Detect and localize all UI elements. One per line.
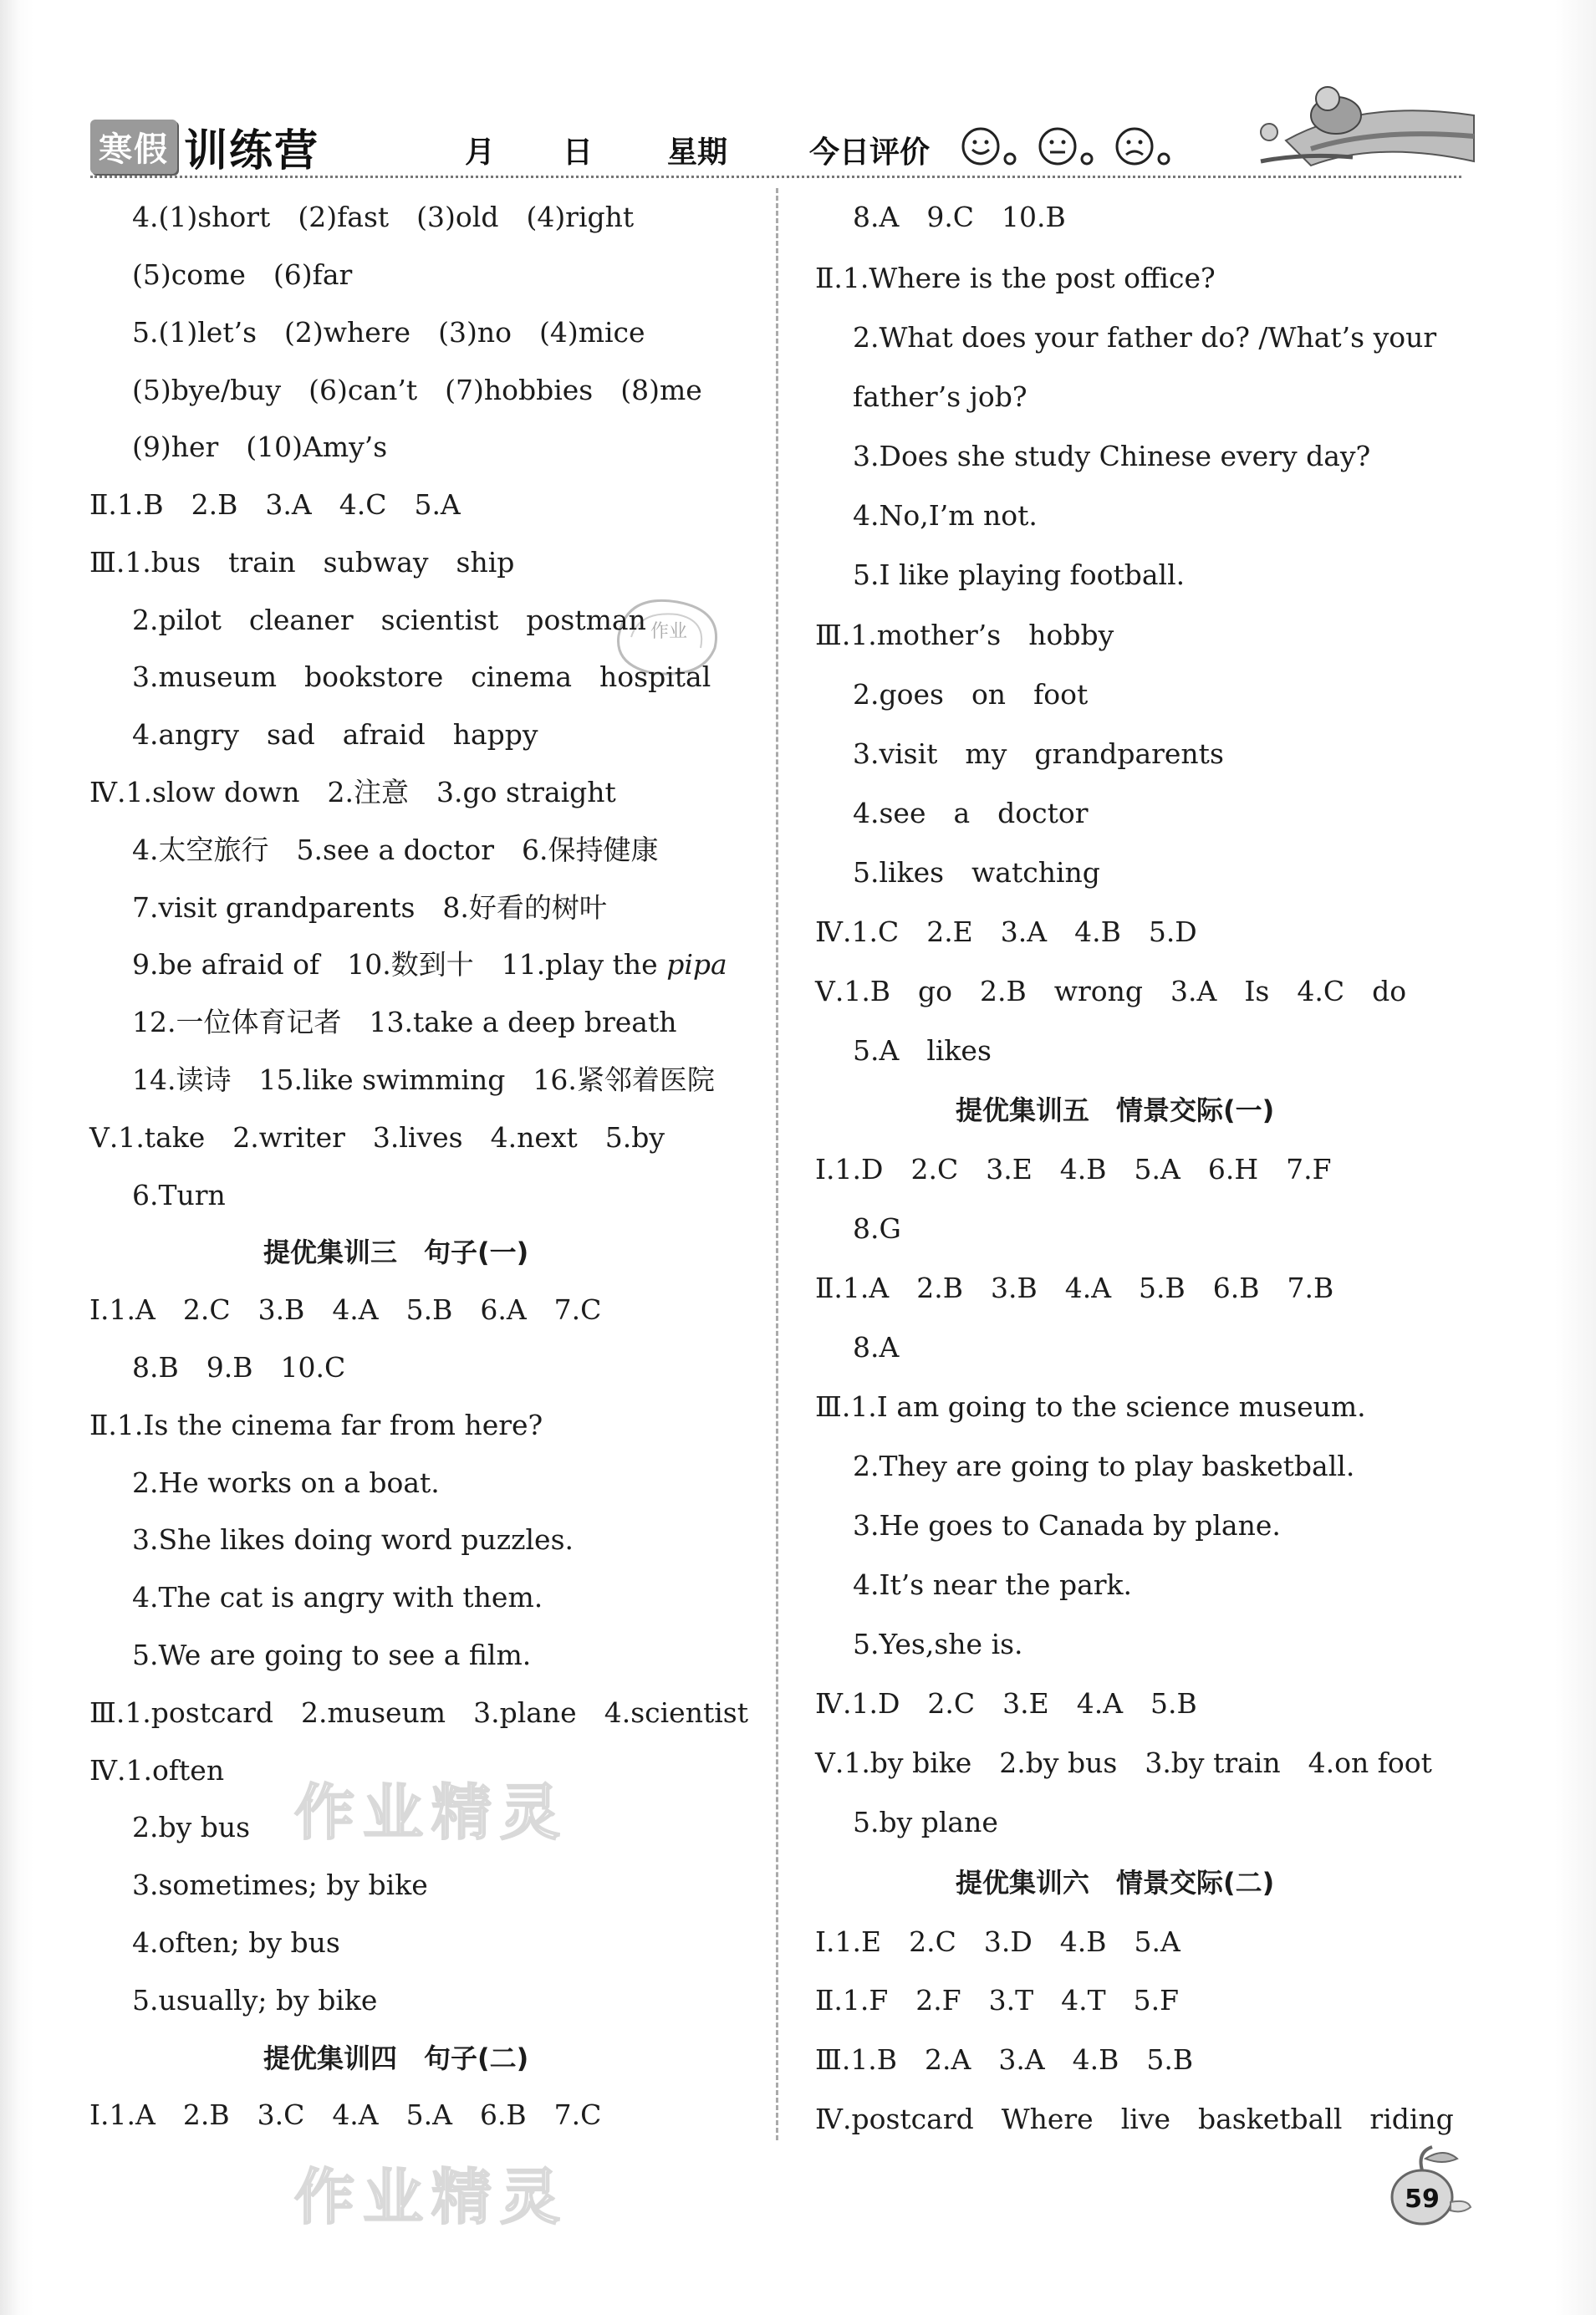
rating-label: 今日评价	[809, 135, 931, 170]
answer-line: 5.likes watching	[853, 856, 1100, 889]
answer-line: Ⅰ.1.A 2.B 3.C 4.A 5.A 6.B 7.C	[89, 2098, 602, 2131]
neutral-face-icon	[1037, 125, 1099, 167]
section-heading: 提优集训三 句子(一)	[263, 1237, 529, 1268]
answer-line: 4.often; by bus	[132, 1926, 340, 1959]
answer-line: Ⅳ.1.C 2.E 3.A 4.B 5.D	[815, 915, 1197, 948]
rating-faces	[960, 125, 1175, 167]
answer-line: Ⅲ.1.mother’s hobby	[815, 619, 1114, 651]
answer-line: Ⅳ.postcard Where live basketball riding	[815, 2103, 1454, 2135]
answer-line: 8.B 9.B 10.C	[132, 1351, 346, 1384]
happy-face-icon	[960, 125, 1022, 167]
answer-line: 2.by bus	[132, 1811, 251, 1843]
answer-line: 9.be afraid of 10.数到十 11.play the pipa	[132, 948, 727, 981]
answer-line: 4.see a doctor	[853, 797, 1089, 829]
answer-line: Ⅳ.1.often	[89, 1754, 225, 1787]
answer-line: Ⅲ.1.B 2.A 3.A 4.B 5.B	[815, 2043, 1194, 2076]
answer-line: 3.sometimes; by bike	[132, 1869, 428, 1901]
answer-line: 3.He goes to Canada by plane.	[853, 1509, 1281, 1542]
brand-tag: 寒假	[90, 120, 177, 174]
answer-line: (5)bye/buy (6)can’t (7)hobbies (8)me	[132, 374, 702, 406]
answer-line: 6.Turn	[132, 1179, 226, 1211]
answer-line: Ⅱ.1.B 2.B 3.A 4.C 5.A	[89, 488, 461, 521]
answer-line: Ⅴ.1.take 2.writer 3.lives 4.next 5.by	[89, 1121, 665, 1154]
answer-line: 5.Yes,she is.	[853, 1628, 1023, 1660]
section-heading: 提优集训四 句子(二)	[263, 2042, 529, 2074]
answer-line: 4.太空旅行 5.see a doctor 6.保持健康	[132, 834, 659, 866]
answer-line: 4.It’s near the park.	[853, 1568, 1133, 1601]
answer-line: 7.visit grandparents 8.好看的树叶	[132, 891, 607, 924]
answer-line: 2.He works on a boat.	[132, 1466, 440, 1499]
answer-line: 2.pilot cleaner scientist postman	[132, 604, 646, 636]
answer-line: 5.usually; by bike	[132, 1984, 378, 2017]
answer-line: Ⅱ.1.F 2.F 3.T 4.T 5.F	[815, 1984, 1180, 2017]
answer-line: 8.A 9.C 10.B	[853, 201, 1066, 233]
stamp-text: 作业	[650, 621, 688, 642]
mascot-sled-illustration	[1236, 82, 1478, 177]
answer-line: 2.They are going to play basketball.	[853, 1450, 1355, 1482]
answer-line: 3.visit my grandparents	[853, 737, 1224, 770]
answer-line: Ⅰ.1.A 2.C 3.B 4.A 5.B 6.A 7.C	[89, 1293, 602, 1326]
answer-line: 4.(1)short (2)fast (3)old (4)right	[132, 201, 635, 233]
watermark-text: 作业精灵	[294, 2162, 569, 2232]
answer-line: father’s job?	[853, 380, 1027, 413]
answer-line: 3.museum bookstore cinema hospital	[132, 660, 711, 693]
answer-line: 5.by plane	[853, 1806, 998, 1838]
answer-line: 5.We are going to see a film.	[132, 1639, 532, 1671]
header-divider	[90, 176, 1461, 178]
day-label: 日	[563, 135, 594, 170]
page-number: 59	[1405, 2185, 1440, 2214]
brand-title: 训练营	[184, 126, 320, 176]
answer-line: Ⅴ.1.B go 2.B wrong 3.A Is 4.C do	[815, 975, 1407, 1007]
sad-face-icon	[1114, 125, 1175, 167]
answer-line: 14.读诗 15.like swimming 16.紧邻着医院	[132, 1063, 715, 1096]
brand-logo	[90, 115, 319, 178]
answer-line: 5.A likes	[853, 1034, 992, 1067]
answer-line: Ⅰ.1.E 2.C 3.D 4.B 5.A	[815, 1925, 1180, 1958]
answer-line: Ⅱ.1.Where is the post office?	[815, 262, 1216, 294]
section-heading: 提优集训五 情景交际(一)	[956, 1094, 1275, 1126]
answer-line: 12.一位体育记者 13.take a deep breath	[132, 1006, 677, 1038]
watermark-text: 作业精灵	[294, 1777, 569, 1848]
answer-line: Ⅳ.1.slow down 2.注意 3.go straight	[89, 776, 616, 808]
page-header	[90, 107, 1478, 174]
answer-line: 5.I like playing football.	[853, 558, 1186, 591]
section-heading: 提优集训六 情景交际(二)	[956, 1867, 1275, 1899]
month-label: 月	[465, 135, 496, 170]
answer-line: Ⅲ.1.bus train subway ship	[89, 546, 515, 579]
column-divider	[776, 188, 778, 2140]
answer-line: Ⅲ.1.I am going to the science museum.	[815, 1390, 1366, 1423]
answer-line: 3.Does she study Chinese every day?	[853, 440, 1371, 472]
answer-line: 3.She likes doing word puzzles.	[132, 1523, 574, 1556]
answer-line: Ⅰ.1.D 2.C 3.E 4.B 5.A 6.H 7.F	[815, 1153, 1332, 1186]
answer-line: 4.The cat is angry with them.	[132, 1581, 543, 1614]
answer-line: Ⅳ.1.D 2.C 3.E 4.A 5.B	[815, 1687, 1197, 1720]
answer-line: 5.(1)let’s (2)where (3)no (4)mice	[132, 316, 645, 349]
answer-line: Ⅴ.1.by bike 2.by bus 3.by train 4.on foot	[815, 1746, 1432, 1779]
week-label: 星期	[667, 135, 728, 170]
answer-line: (9)her (10)Amy’s	[132, 431, 388, 463]
page-number-badge	[1384, 2140, 1476, 2236]
answer-line: Ⅱ.1.A 2.B 3.B 4.A 5.B 6.B 7.B	[815, 1272, 1334, 1304]
answer-line: Ⅱ.1.Is the cinema far from here?	[89, 1409, 543, 1441]
answer-line: 2.goes on foot	[853, 678, 1089, 711]
answer-line: 8.A	[853, 1331, 900, 1364]
answer-line: Ⅲ.1.postcard 2.museum 3.plane 4.scientist	[89, 1696, 748, 1729]
answer-line: 4.No,I’m not.	[853, 499, 1038, 532]
answer-line: 2.What does your father do? /What’s your	[853, 321, 1437, 354]
answer-line: 8.G	[853, 1212, 901, 1245]
answer-line: 4.angry sad afraid happy	[132, 718, 538, 751]
answer-line: (5)come (6)far	[132, 258, 353, 291]
